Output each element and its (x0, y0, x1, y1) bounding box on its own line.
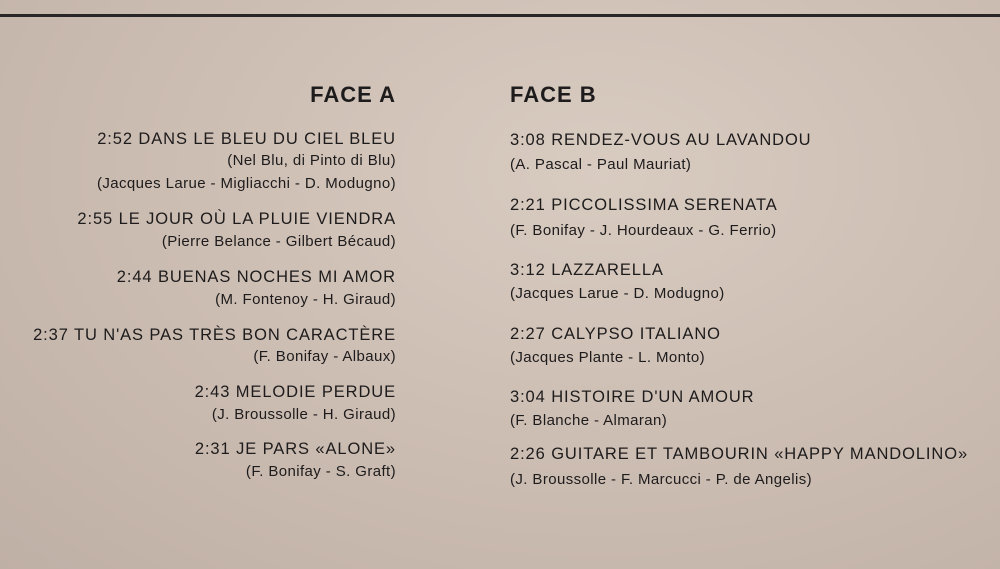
face-b-heading: FACE B (510, 82, 597, 107)
track-credits: (Jacques Larue - D. Modugno) (510, 285, 725, 302)
track-credits: (F. Bonifay - Albaux) (253, 348, 396, 365)
track-title: 2:43 MELODIE PERDUE (194, 383, 396, 401)
track-credits: (F. Bonifay - S. Graft) (245, 463, 396, 480)
track-title: 3:12 LAZZARELLA (510, 261, 664, 279)
track-credits: (F. Bonifay - J. Hourdeaux - G. Ferrio) (510, 222, 777, 239)
track-credits: (Pierre Belance - Gilbert Bécaud) (161, 233, 396, 250)
face-a-heading: FACE A (310, 82, 396, 107)
top-rule (0, 14, 1000, 17)
track-credits: (Jacques Larue - Migliacchi - D. Modugno) (96, 175, 396, 192)
track-title: 2:31 JE PARS «ALONE» (194, 440, 396, 458)
track-title: 2:21 PICCOLISSIMA SERENATA (510, 196, 778, 214)
track-credits: (F. Blanche - Almaran) (510, 412, 668, 429)
track-title: 2:37 TU N'AS PAS TRÈS BON CARACTÈRE (33, 326, 396, 344)
track-title: 3:04 HISTOIRE D'UN AMOUR (510, 388, 755, 406)
track-credits: (J. Broussolle - F. Marcucci - P. de Angelis) (510, 471, 812, 488)
track-title: 2:27 CALYPSO ITALIANO (510, 325, 721, 343)
track-credits: (M. Fontenoy - H. Giraud) (215, 291, 396, 308)
track-title: 2:52 DANS LE BLEU DU CIEL BLEU (97, 130, 396, 148)
track-credits: (Jacques Plante - L. Monto) (510, 349, 706, 366)
track-title: 2:44 BUENAS NOCHES MI AMOR (116, 268, 396, 286)
track-credits: (Nel Blu, di Pinto di Blu) (227, 152, 396, 169)
track-credits: (A. Pascal - Paul Mauriat) (510, 156, 692, 173)
track-title: 2:55 LE JOUR OÙ LA PLUIE VIENDRA (77, 210, 396, 228)
track-title: 3:08 RENDEZ-VOUS AU LAVANDOU (510, 131, 812, 149)
track-credits: (J. Broussolle - H. Giraud) (211, 406, 396, 423)
track-title: 2:26 GUITARE ET TAMBOURIN «HAPPY MANDOLINO» (510, 445, 969, 463)
